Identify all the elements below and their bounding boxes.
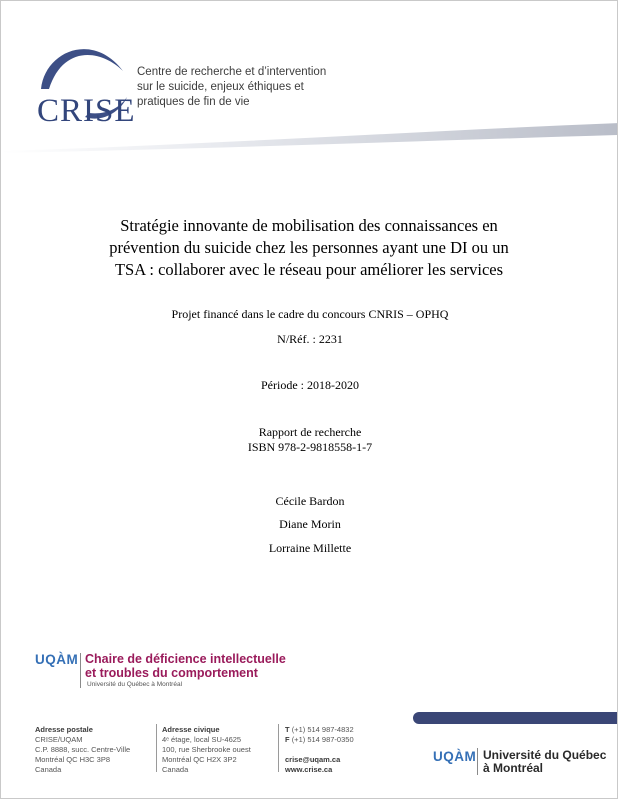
crise-logo-text: CRISE xyxy=(37,93,136,129)
fax-line xyxy=(285,735,354,745)
footer-divider xyxy=(278,724,279,772)
postal-address xyxy=(35,725,130,775)
civic-address-line: 4ᵉ étage, local SU-4625 xyxy=(162,735,242,744)
reference-line: N/Réf. : 2231 xyxy=(277,332,343,346)
postal-address-line: Montréal QC H3C 3P8 xyxy=(35,755,111,764)
author-name: Diane Morin xyxy=(279,517,341,531)
civic-address xyxy=(162,725,251,775)
report-title-line: Stratégie innovante de mobilisation des connaissances en xyxy=(120,216,498,235)
postal-address-line: CRISE/UQAM xyxy=(35,735,83,744)
civic-address-line: 100, rue Sherbrooke ouest xyxy=(162,745,251,754)
civic-address-line: Canada xyxy=(162,765,189,774)
fax-label: F xyxy=(285,735,290,744)
author-name: Lorraine Millette xyxy=(268,541,352,555)
footer-divider xyxy=(156,724,157,772)
report-title-line: TSA : collaborer avec le réseau pour améliorer les services xyxy=(114,260,504,279)
postal-address-line: C.P. 8888, succ. Centre-Ville xyxy=(35,745,131,754)
fax-number: (+1) 514 987-0350 xyxy=(291,735,354,744)
report-type-line: Rapport de recherche xyxy=(258,425,362,439)
phone-label: T xyxy=(285,725,290,734)
postal-address-heading: Adresse postale xyxy=(35,725,93,734)
center-description-line: pratiques de fin de vie xyxy=(137,96,250,108)
chair-name xyxy=(85,652,286,680)
email-link[interactable]: crise@uqam.ca xyxy=(285,755,341,764)
website-link[interactable]: www.crise.ca xyxy=(285,765,333,774)
civic-address-line: Montréal QC H2X 3P2 xyxy=(162,755,237,764)
university-name xyxy=(483,749,606,775)
center-description-line: Centre de recherche et d’intervention xyxy=(137,66,327,78)
funding-line: Projet financé dans le cadre du concours CNRIS – OPHQ xyxy=(171,307,449,321)
isbn-line: ISBN 978-2-9818558-1-7 xyxy=(247,440,373,454)
footer-swoosh-decoration xyxy=(411,708,618,728)
civic-address-heading: Adresse civique xyxy=(162,725,220,734)
chair-name-line: Chaire de déficience intellectuelle xyxy=(85,652,286,666)
period-line: Période : 2018-2020 xyxy=(261,378,359,392)
chair-divider xyxy=(80,653,81,688)
chair-university: Université du Québec à Montréal xyxy=(87,681,183,688)
postal-address-line: Canada xyxy=(35,765,62,774)
center-description-line: sur le suicide, enjeux éthiques et xyxy=(137,81,304,93)
university-name-line: Université du Québec xyxy=(483,748,607,762)
university-name-line: à Montréal xyxy=(483,761,544,775)
author-name: Cécile Bardon xyxy=(275,494,345,508)
chair-name-line: et troubles du comportement xyxy=(85,666,258,680)
report-title-line: prévention du suicide chez les personnes ayant une DI ou un xyxy=(109,238,509,257)
university-divider xyxy=(477,748,478,775)
report-title xyxy=(81,215,537,281)
chair-uqam-logo: UQÀM xyxy=(35,652,79,667)
crise-logo xyxy=(23,31,136,131)
phone-number: (+1) 514 987-4832 xyxy=(291,725,354,734)
phone-line xyxy=(285,725,354,735)
uqam-logo: UQÀM xyxy=(433,749,477,764)
header-swoosh-decoration xyxy=(1,121,618,161)
center-description xyxy=(137,65,377,110)
contact-info xyxy=(285,725,354,775)
